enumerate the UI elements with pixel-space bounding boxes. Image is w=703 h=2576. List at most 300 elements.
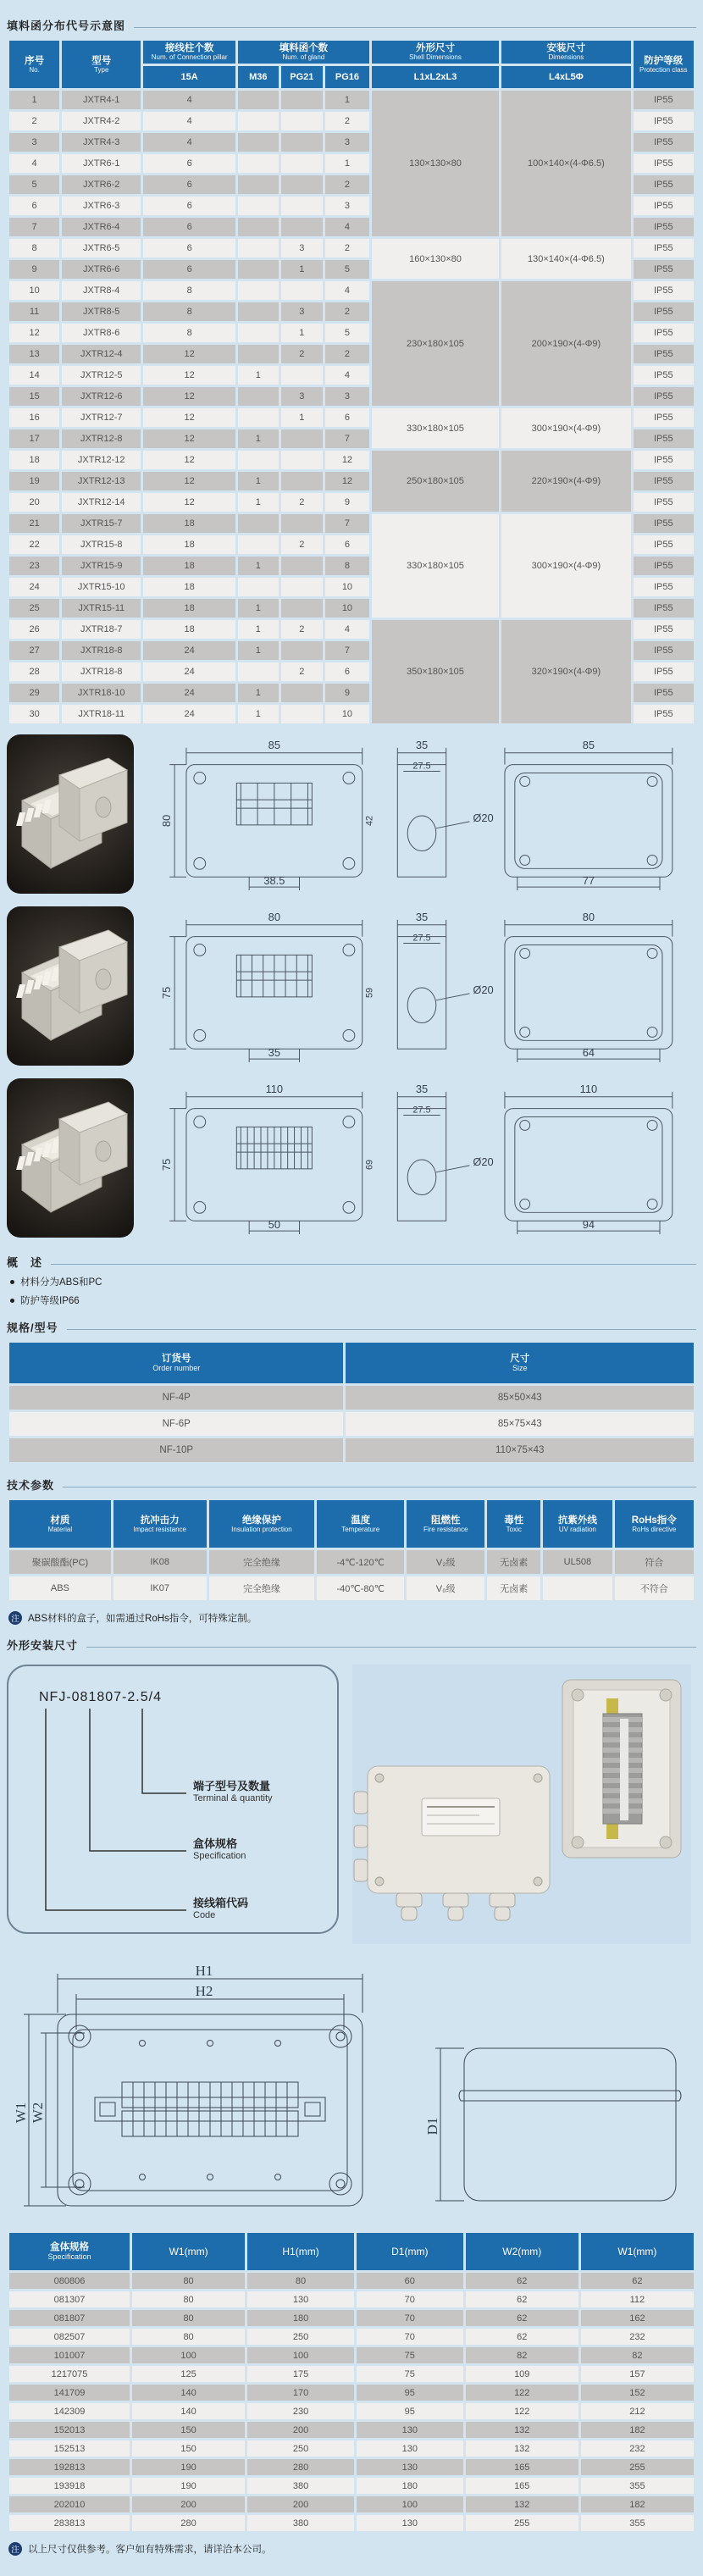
row-number: 16: [9, 408, 59, 427]
dim-h2-label: H2: [195, 1983, 213, 2000]
pillar-15a: 8: [143, 302, 235, 321]
front-height-label: 80: [160, 814, 174, 828]
dimension-row: [9, 2385, 694, 2401]
gland-pg16: 2: [325, 345, 369, 363]
spec-row: [9, 1412, 694, 1436]
pillar-15a: 6: [143, 239, 235, 258]
pillar-15a: 24: [143, 705, 235, 723]
pillar-15a: 24: [143, 662, 235, 681]
protection-class: IP55: [634, 175, 694, 194]
tech-value: [543, 1576, 612, 1600]
gland-m36: [238, 535, 279, 554]
protection-class: IP55: [634, 684, 694, 702]
order-code: NFJ-081807-2.5/4: [39, 1690, 162, 1705]
mount-dimensions: 300×190×(4-Φ9): [501, 408, 630, 448]
box-dimensions-table: [7, 2230, 696, 2534]
gland-pg21: 1: [281, 408, 324, 427]
dim-value: 62: [466, 2310, 578, 2326]
model-type: JXTR8-5: [62, 302, 141, 321]
dim-value: 70: [357, 2291, 463, 2307]
dim-value: 80: [132, 2310, 245, 2326]
subcol-pg21: PG21: [281, 66, 324, 88]
tech-value: 完全绝缘: [209, 1576, 315, 1600]
model-type: JXTR6-6: [62, 260, 141, 279]
gland-m36: [238, 197, 279, 215]
model-table-body: [9, 91, 694, 723]
protection-class: IP55: [634, 281, 694, 300]
gland-m36: [238, 175, 279, 194]
gland-pg16: 5: [325, 260, 369, 279]
row-number: 22: [9, 535, 59, 554]
front-width-label: 85: [268, 738, 280, 751]
pillar-15a: 12: [143, 408, 235, 427]
pillar-15a: 4: [143, 91, 235, 109]
dim-value: 250: [247, 2440, 354, 2457]
shell-dimensions: 160×130×80: [372, 239, 499, 279]
shell-dimensions: 330×180×105: [372, 408, 499, 448]
row-number: 27: [9, 641, 59, 660]
row-number: 19: [9, 472, 59, 490]
gland-pg21: [281, 451, 324, 469]
spec-table-body: [9, 1386, 694, 1462]
dim-value: 130: [357, 2459, 463, 2475]
protection-class: IP55: [634, 239, 694, 258]
dim-value: 140: [132, 2385, 245, 2401]
protection-class: IP55: [634, 302, 694, 321]
gland-pg21: 2: [281, 535, 324, 554]
mount-dimensions: 200×190×(4-Φ9): [501, 281, 630, 406]
gland-pg21: [281, 684, 324, 702]
box-spec-code: 202010: [9, 2496, 130, 2512]
title-rule: [51, 1264, 696, 1265]
right-height-label: 42: [364, 816, 375, 827]
dim-value: 157: [581, 2366, 694, 2382]
dim-col-w2mm: W2(mm): [466, 2233, 578, 2270]
model-table-row: [9, 620, 694, 639]
order-number: NF-6P: [9, 1412, 343, 1436]
box-spec-code: 283813: [9, 2515, 130, 2531]
overview-bullet: [10, 1294, 696, 1307]
product-photo: [7, 1078, 134, 1238]
tech-col-fire-resistance: 阻燃性 Fire resistance: [407, 1500, 484, 1548]
dim-value: 255: [466, 2515, 578, 2531]
mount-dimensions: 130×140×(4-Φ6.5): [501, 239, 630, 279]
protection-class: IP55: [634, 620, 694, 639]
model-table-head: [9, 41, 694, 88]
model-type: JXTR6-1: [62, 154, 141, 173]
col-protection: 防护等级 Protection class: [634, 41, 694, 88]
gland-pg16: 10: [325, 705, 369, 723]
gland-pg16: 9: [325, 684, 369, 702]
bottom-offset-label: 50: [268, 1218, 280, 1232]
side-width-label: 35: [415, 910, 429, 923]
dim-value: 75: [357, 2366, 463, 2382]
dimension-row: [9, 2310, 694, 2326]
col-type: 型号 Type: [62, 41, 141, 88]
model-type: JXTR18-8: [62, 662, 141, 681]
row-number: 26: [9, 620, 59, 639]
bullet-dot: [10, 1280, 14, 1284]
dim-value: 140: [132, 2403, 245, 2419]
right-height-label: 59: [364, 988, 375, 999]
tech-col-material: 材质 Material: [9, 1500, 111, 1548]
gland-pg16: 10: [325, 599, 369, 618]
box-spec-code: 1217075: [9, 2366, 130, 2382]
dim-value: 150: [132, 2422, 245, 2438]
dim-value: 82: [466, 2347, 578, 2363]
row-number: 6: [9, 197, 59, 215]
box-spec-code: 152013: [9, 2422, 130, 2438]
shell-dimensions: 330×180×105: [372, 514, 499, 618]
mounting-dimension-drawings: [7, 1962, 696, 2230]
dim-value: 232: [581, 2329, 694, 2345]
dim-h1-label: H1: [195, 1963, 213, 1980]
dim-col-w1mm: W1(mm): [581, 2233, 694, 2270]
dim-value: 150: [132, 2440, 245, 2457]
dim-value: 180: [357, 2478, 463, 2494]
pillar-15a: 18: [143, 557, 235, 575]
dim-value: 130: [247, 2291, 354, 2307]
pillar-15a: 8: [143, 324, 235, 342]
bullet-text: 防护等级IP66: [20, 1296, 80, 1307]
dim-value: 112: [581, 2291, 694, 2307]
gland-m36: [238, 324, 279, 342]
overview-bullet: [10, 1275, 696, 1288]
dim-value: 100: [357, 2496, 463, 2512]
dim-value: 230: [247, 2403, 354, 2419]
row-number: 11: [9, 302, 59, 321]
pillar-15a: 12: [143, 472, 235, 490]
back-bottom-label: 94: [582, 1218, 595, 1232]
tech-value: IK08: [113, 1550, 207, 1574]
gland-pg16: 10: [325, 578, 369, 596]
tech-note-text: ABS材料的盒子，如需通过RoHs指令，可特殊定制。: [28, 1614, 257, 1625]
protection-class: IP55: [634, 514, 694, 533]
dim-value: 170: [247, 2385, 354, 2401]
dim-value: 62: [466, 2273, 578, 2289]
dim-d1-label: D1: [424, 2117, 440, 2136]
row-number: 25: [9, 599, 59, 618]
row-number: 29: [9, 684, 59, 702]
model-type: JXTR4-1: [62, 91, 141, 109]
row-number: 1: [9, 91, 59, 109]
col-size: 尺寸 Size: [346, 1343, 694, 1383]
tech-value: V₀级: [407, 1576, 484, 1600]
front-width-label: 110: [265, 1082, 284, 1095]
gland-pg21: [281, 705, 324, 723]
gland-pg21: [281, 133, 324, 152]
model-type: JXTR12-14: [62, 493, 141, 512]
pillar-15a: 18: [143, 599, 235, 618]
gland-m36: 1: [238, 472, 279, 490]
row-number: 12: [9, 324, 59, 342]
gland-m36: 1: [238, 557, 279, 575]
protection-class: IP55: [634, 472, 694, 490]
gland-pg16: 3: [325, 387, 369, 406]
dim-value: 180: [247, 2310, 354, 2326]
protection-class: IP55: [634, 387, 694, 406]
pillar-15a: 6: [143, 218, 235, 236]
protection-class: IP55: [634, 324, 694, 342]
model-type: JXTR12-4: [62, 345, 141, 363]
gland-pg21: [281, 175, 324, 194]
title-rule: [86, 1647, 696, 1648]
col-gland-group: 填料函个数 Num. of gland: [238, 41, 369, 64]
model-table-row: [9, 514, 694, 533]
side-inner-label: 27.5: [412, 933, 431, 944]
gland-pg21: [281, 197, 324, 215]
col-shell-dimensions: 外形尺寸 Shell Dimensions: [372, 41, 499, 64]
gland-pg21: [281, 91, 324, 109]
junction-box-photo: [347, 1665, 696, 1944]
gland-pg16: 3: [325, 133, 369, 152]
dim-value: 132: [466, 2496, 578, 2512]
tech-value: -40℃-80℃: [317, 1576, 404, 1600]
model-table-row: [9, 91, 694, 109]
side-width-label: 35: [415, 1082, 429, 1095]
hole-diameter-label: Ø20: [473, 812, 494, 825]
protection-class: IP55: [634, 429, 694, 448]
subcol-m36: M36: [238, 66, 279, 88]
section-mounting: [7, 1637, 696, 1653]
dim-value: 200: [132, 2496, 245, 2512]
row-number: 18: [9, 451, 59, 469]
gland-pg21: 1: [281, 260, 324, 279]
gland-pg16: 9: [325, 493, 369, 512]
hole-diameter-label: Ø20: [473, 1155, 494, 1169]
dim-value: 232: [581, 2440, 694, 2457]
gland-pg21: [281, 641, 324, 660]
gland-pg16: 4: [325, 218, 369, 236]
dim-value: 80: [247, 2273, 354, 2289]
bottom-offset-label: 35: [268, 1046, 280, 1060]
dimension-row: [9, 2422, 694, 2438]
tech-table: [7, 1498, 696, 1603]
model-type: JXTR8-4: [62, 281, 141, 300]
dim-value: 355: [581, 2515, 694, 2531]
dim-value: 80: [132, 2329, 245, 2345]
tech-col-rohs-directive: RoHs指令 RoHs directive: [615, 1500, 694, 1548]
back-bottom-label: 77: [582, 874, 595, 888]
model-type: JXTR4-2: [62, 112, 141, 130]
model-type: JXTR12-6: [62, 387, 141, 406]
gland-pg21: [281, 366, 324, 385]
dim-col-h1mm: H1(mm): [247, 2233, 354, 2270]
tech-col-insulation-protection: 绝缘保护 Insulation protection: [209, 1500, 315, 1548]
dim-value: 130: [357, 2440, 463, 2457]
dimension-row: [9, 2366, 694, 2382]
overview-bullets: [10, 1275, 696, 1307]
shell-dimensions: 130×130×80: [372, 91, 499, 236]
box-dimensions-body: [9, 2273, 694, 2531]
tech-col-uv-radiation: 抗紫外线 UV radiation: [543, 1500, 612, 1548]
protection-class: IP55: [634, 133, 694, 152]
gland-pg21: 3: [281, 239, 324, 258]
model-type: JXTR18-8: [62, 641, 141, 660]
dim-value: 125: [132, 2366, 245, 2382]
row-number: 20: [9, 493, 59, 512]
side-inner-label: 27.5: [412, 1105, 431, 1116]
protection-class: IP55: [634, 557, 694, 575]
dim-value: 190: [132, 2478, 245, 2494]
dim-value: 80: [132, 2291, 245, 2307]
product-photo: [7, 906, 134, 1066]
gland-m36: 1: [238, 429, 279, 448]
protection-class: IP55: [634, 154, 694, 173]
side-inner-label: 27.5: [412, 761, 431, 772]
gland-pg16: 2: [325, 239, 369, 258]
box-spec-code: 192813: [9, 2459, 130, 2475]
tech-value: 聚碳酸酯(PC): [9, 1550, 111, 1574]
dimension-row: [9, 2478, 694, 2494]
gland-pg21: 2: [281, 493, 324, 512]
dim-value: 60: [357, 2273, 463, 2289]
dimension-row: [9, 2291, 694, 2307]
gland-pg16: 6: [325, 535, 369, 554]
pillar-15a: 12: [143, 387, 235, 406]
dim-value: 190: [132, 2459, 245, 2475]
gland-pg16: 7: [325, 641, 369, 660]
gland-pg16: 4: [325, 366, 369, 385]
gland-pg16: 2: [325, 302, 369, 321]
row-number: 30: [9, 705, 59, 723]
product-drawings: [7, 734, 696, 1242]
bottom-offset-label: 38.5: [263, 874, 285, 888]
subcol-pg16: PG16: [325, 66, 369, 88]
box-spec-code: 082507: [9, 2329, 130, 2345]
pillar-15a: 6: [143, 154, 235, 173]
model-type: JXTR6-2: [62, 175, 141, 194]
dimension-row: [9, 2273, 694, 2289]
col-box-spec: 盒体规格 Specification: [9, 2233, 130, 2270]
protection-class: IP55: [634, 451, 694, 469]
front-height-label: 75: [160, 1158, 174, 1172]
gland-pg16: 4: [325, 281, 369, 300]
back-bottom-label: 64: [582, 1046, 595, 1060]
order-number: NF-4P: [9, 1386, 343, 1410]
tech-value: 不符合: [615, 1576, 694, 1600]
dim-value: 70: [357, 2329, 463, 2345]
dim-value: 165: [466, 2459, 578, 2475]
hole-diameter-label: Ø20: [473, 983, 494, 997]
model-table-row: [9, 451, 694, 469]
protection-class: IP55: [634, 366, 694, 385]
model-type: JXTR12-5: [62, 366, 141, 385]
code-label-code: 接线箱代码 Code: [193, 1897, 249, 1920]
open-box-photo: [562, 1680, 681, 1858]
side-width-label: 35: [415, 738, 429, 751]
gland-m36: [238, 91, 279, 109]
gland-m36: [238, 387, 279, 406]
pillar-15a: 6: [143, 260, 235, 279]
gland-m36: [238, 662, 279, 681]
bullet-text: 材料分为ABS和PC: [20, 1277, 102, 1288]
dim-value: 62: [466, 2291, 578, 2307]
protection-class: IP55: [634, 345, 694, 363]
row-number: 13: [9, 345, 59, 363]
dim-value: 175: [247, 2366, 354, 2382]
dim-value: 80: [132, 2273, 245, 2289]
dimension-row: [9, 2329, 694, 2345]
shell-dimensions: 230×180×105: [372, 281, 499, 406]
box-spec-code: 081307: [9, 2291, 130, 2307]
model-type: JXTR12-7: [62, 408, 141, 427]
dim-value: 82: [581, 2347, 694, 2363]
gland-pg21: [281, 281, 324, 300]
gland-pg21: 3: [281, 387, 324, 406]
dim-value: 250: [247, 2329, 354, 2345]
dim-value: 255: [581, 2459, 694, 2475]
gland-m36: 1: [238, 493, 279, 512]
technical-drawing: [146, 734, 696, 898]
gland-m36: [238, 408, 279, 427]
side-view-drawing: [412, 2023, 696, 2230]
pillar-15a: 24: [143, 684, 235, 702]
size-value: 85×75×43: [346, 1412, 694, 1436]
tech-value: 符合: [615, 1550, 694, 1574]
box-spec-code: 080806: [9, 2273, 130, 2289]
note-badge: 注: [8, 2542, 22, 2556]
order-number: NF-10P: [9, 1438, 343, 1462]
protection-class: IP55: [634, 408, 694, 427]
row-number: 9: [9, 260, 59, 279]
dim-value: 109: [466, 2366, 578, 2382]
gland-pg16: 2: [325, 175, 369, 194]
tech-value: 无卤素: [487, 1576, 540, 1600]
junction-box-pair-image: [7, 1078, 134, 1238]
protection-class: IP55: [634, 260, 694, 279]
protection-class: IP55: [634, 662, 694, 681]
tech-col-impact-resistance: 抗冲击力 Impact resistance: [113, 1500, 207, 1548]
model-table-row: [9, 281, 694, 300]
gland-pg16: 12: [325, 451, 369, 469]
tech-value: 完全绝缘: [209, 1550, 315, 1574]
gland-m36: [238, 218, 279, 236]
gland-m36: [238, 154, 279, 173]
dimension-row: [9, 2496, 694, 2512]
tech-value: -4℃-120℃: [317, 1550, 404, 1574]
dim-value: 132: [466, 2422, 578, 2438]
overview-title: 概 述: [7, 1256, 43, 1270]
order-code-breakdown: [7, 1665, 339, 1934]
row-number: 2: [9, 112, 59, 130]
right-height-label: 69: [364, 1160, 375, 1171]
model-type: JXTR12-13: [62, 472, 141, 490]
dim-value: 122: [466, 2385, 578, 2401]
dim-value: 280: [247, 2459, 354, 2475]
subcol-15a: 15A: [143, 66, 235, 88]
dim-value: 62: [581, 2273, 694, 2289]
pillar-15a: 4: [143, 112, 235, 130]
pillar-15a: 12: [143, 345, 235, 363]
title-rule: [67, 1329, 696, 1330]
protection-class: IP55: [634, 578, 694, 596]
col-mount-dimensions: 安装尺寸 Dimensions: [501, 41, 630, 64]
dim-value: 100: [247, 2347, 354, 2363]
tech-value: 无卤素: [487, 1550, 540, 1574]
gland-m36: 1: [238, 620, 279, 639]
dimension-row: [9, 2347, 694, 2363]
tech-title: 技术参数: [7, 1479, 55, 1493]
mount-dimensions: 100×140×(4-Φ6.5): [501, 91, 630, 236]
pillar-15a: 24: [143, 641, 235, 660]
gland-pg21: [281, 429, 324, 448]
code-label-specification: 盒体规格 Specification: [193, 1837, 246, 1861]
gland-pg16: 7: [325, 514, 369, 533]
gland-pg21: 3: [281, 302, 324, 321]
dim-value: 355: [581, 2478, 694, 2494]
back-width-label: 80: [582, 910, 595, 923]
